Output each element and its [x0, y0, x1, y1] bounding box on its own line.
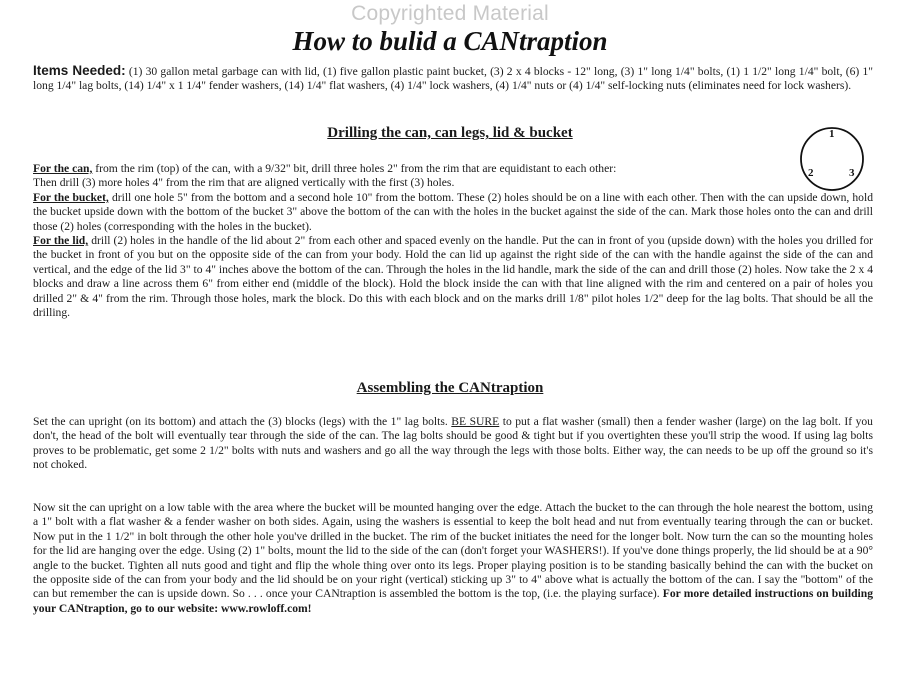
lid-text: drill (2) holes in the handle of the lid about 2" from each other and spaced evenly on the handle. Put the can in front of you (upside down) with the holes you drilled for the bucket in front of you but on the opposite side of the can from your body. Hold the can lid up against the right side of the can with the handle against the side of the can and vertical, and the edge of the lid 3" to 4" inches above the bottom of the can. Through the holes in the lid handle, mark the side of the can and drill those (2) holes. Now take the 2 x 4 blocks and draw a line across them 6" from either end (middle of the block). Hold the block inside the can with that line aligned with the rim and centered on a pair of holes you drilled 2" & 4" from the rim. Through those holes, mark the block. Do this with each block and on the marks drill 1/8" pilot holes 1/2" deep for the lag bolts. That should be all the drilling. [33, 234, 873, 320]
be-sure-emphasis: BE SURE [451, 415, 500, 428]
can-text-b: Then drill (3) more holes 4" from the rim that are aligned vertically with the first (3) holes. [33, 176, 455, 190]
items-needed-label: Items Needed: [33, 63, 126, 78]
items-needed-text: (1) 30 gallon metal garbage can with lid, (1) five gallon plastic paint bucket, (3) 2 x 4 blocks - 12" long, (3) 1" long 1/4" bolts, (1) 1 1/2" long 1/4" bolt, (6) 1" long 1/4" lag bolts, (14) 1/4" x 1 1/4" fender washers, (14) 1/4" flat washers, (4) 1/4" lock washers, (4) 1/4" nuts or (4) 1/4" self-locking nuts (eliminates need for lock washers). [33, 65, 873, 93]
can-label: For the can, [33, 162, 93, 175]
website-callout: For more detailed instructions on building your CANtraption, go to our website: www.rowloff.com! [33, 587, 874, 615]
diagram-label-2: 2 [808, 167, 814, 179]
diagram-label-1: 1 [829, 128, 835, 140]
bucket-text: drill one hole 5" from the bottom and a second hole 10" from the bottom. These (2) holes should be on a line with each other. Then with the can upside down, hold the bucket upside down with the bottom of the bucket 3" above the bottom of the can with the holes in the bucket against the side of the can. Mark those holes onto the can and drill those (2) holes (corresponding with the holes in the bucket). [33, 190, 873, 233]
assembly-paragraph-2 [33, 501, 873, 616]
bucket-label: For the bucket, [33, 190, 109, 204]
assembly-paragraph-1 [33, 415, 873, 473]
items-needed-paragraph [33, 64, 873, 94]
assembly-p1-b: to put a flat washer (small) then a fender washer (large) on the lag bolt. If you don't, the head of the bolt will eventually tear through the side of the can. The lag bolts should be good & tight but if you overtighten these you'll strip the wood. If using lag bolts proves to be problematic, get some 2 1/2" bolts with nuts and washers and go all the way through the legs with those bolts. Either way, the can needs to be up off the ground so it's not choked. [33, 415, 873, 472]
can-instructions [33, 162, 795, 176]
can-text-a: from the rim (top) of the can, with a 9/32" bit, drill three holes 2" from the rim that are equidistant to each other: [95, 162, 617, 175]
section-heading-assembling: Assembling the CANtraption [356, 380, 544, 396]
page-title: How to bulid a CANtraption [292, 26, 608, 56]
diagram-label-3: 3 [849, 167, 855, 179]
drilling-instructions [33, 162, 873, 320]
assembly-p1-a: Set the can upright (on its bottom) and attach the (3) blocks (legs) with the 1" lag bolts. [33, 415, 448, 428]
lid-label: For the lid, [33, 234, 89, 248]
section-heading-drilling: Drilling the can, can legs, lid & bucket [327, 125, 573, 141]
assembly-p2: Now sit the can upright on a low table with the area where the bucket will be mounted hanging over the edge. Attach the bucket to the can through the hole nearest the bottom, using a 1" bolt with a flat washer & a fender washer on both sides. Again, using the washers is essential to keep the bolt head and nut from eventually tearing through the can or bucket. Now put in the 1 1/2" in bolt through the other hole you've drilled in the bucket. The rim of the bucket initiates the need for the longer bolt. Now turn the can so the mounting holes for the lid are hanging over the edge. Using (2) 1" bolts, mount the lid to the side of the can (don't forget your WASHERS!). If you've done things properly, the lid should be at a 90° angle to the bucket. Tighten all nuts good and tight and flip the whole thing over onto its legs. Proper playing position is to be standing basically behind the can with the bucket on the opposite side of the can from your body and the lid should be on your right (vertical) sticking up 3" to 4" above what is actually the bottom of the can. I say the "bottom" of the can but remember the can is upside down. So . . . once your CANtraption is assembled the bottom is the top, (i.e. the playing surface). [33, 501, 873, 601]
copyright-watermark: Copyrighted Material [351, 2, 549, 25]
